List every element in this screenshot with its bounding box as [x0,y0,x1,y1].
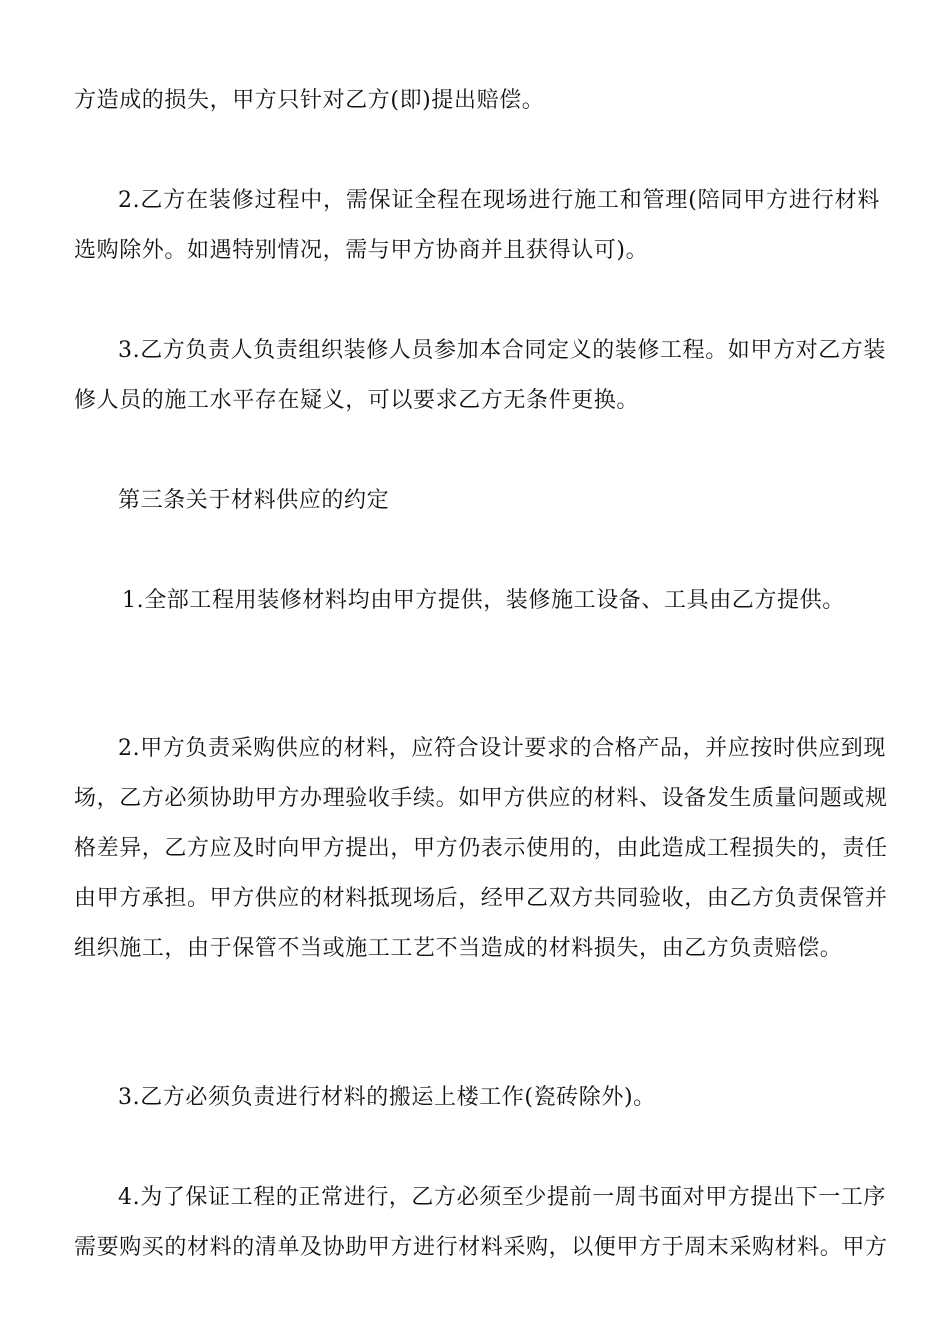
paragraph-clause-3-2 [74,724,888,974]
text-line: 2.乙方在装修过程中，需保证全程在现场进行施工和管理(陪同甲方进行材料 [118,188,880,213]
text-line: 由甲方承担。甲方供应的材料抵现场后，经甲乙双方共同验收，由乙方负责保管并 [74,886,888,911]
text-line: 3.乙方负责人负责组织装修人员参加本合同定义的装修工程。如甲方对乙方装 [118,338,886,363]
text-line: 格差异，乙方应及时向甲方提出，甲方仍表示使用的，由此造成工程损失的，责任 [74,836,888,861]
paragraph-clause-3-1 [74,576,880,626]
text-line: 组织施工，由于保管不当或施工工艺不当造成的材料损失，由乙方负责赔偿。 [74,936,843,961]
text-line: 第三条关于材料供应的约定 [118,488,390,513]
text-line: 场，乙方必须协助甲方办理验收手续。如甲方供应的材料、设备发生质量问题或规 [74,786,888,811]
paragraph-clause-3-3 [74,1073,880,1123]
text-line: 需要购买的材料的清单及协助甲方进行材料采购，以便甲方于周末采购材料。甲方 [74,1235,888,1260]
text-line: 3.乙方必须负责进行材料的搬运上楼工作(瓷砖除外)。 [118,1085,656,1110]
text-line: 4.为了保证工程的正常进行，乙方必须至少提前一周书面对甲方提出下一工序 [118,1185,886,1210]
text-line: 修人员的施工水平存在疑义，可以要求乙方无条件更换。 [74,388,640,413]
text-line: 方造成的损失，甲方只针对乙方(即)提出赔偿。 [74,88,545,113]
text-line: 2.甲方负责采购供应的材料，应符合设计要求的合格产品，并应按时供应到现 [118,736,886,761]
text-line: 1.全部工程用装修材料均由甲方提供，装修施工设备、工具由乙方提供。 [122,588,845,613]
text-line: 选购除外。如遇特别情况，需与甲方协商并且获得认可)。 [74,238,649,263]
paragraph-clause-2-2 [74,176,880,276]
paragraph-clause-2-3 [74,326,886,426]
section-heading-article-3 [74,476,880,526]
paragraph-clause-3-4 [74,1173,888,1273]
paragraph-continuation [74,76,880,126]
